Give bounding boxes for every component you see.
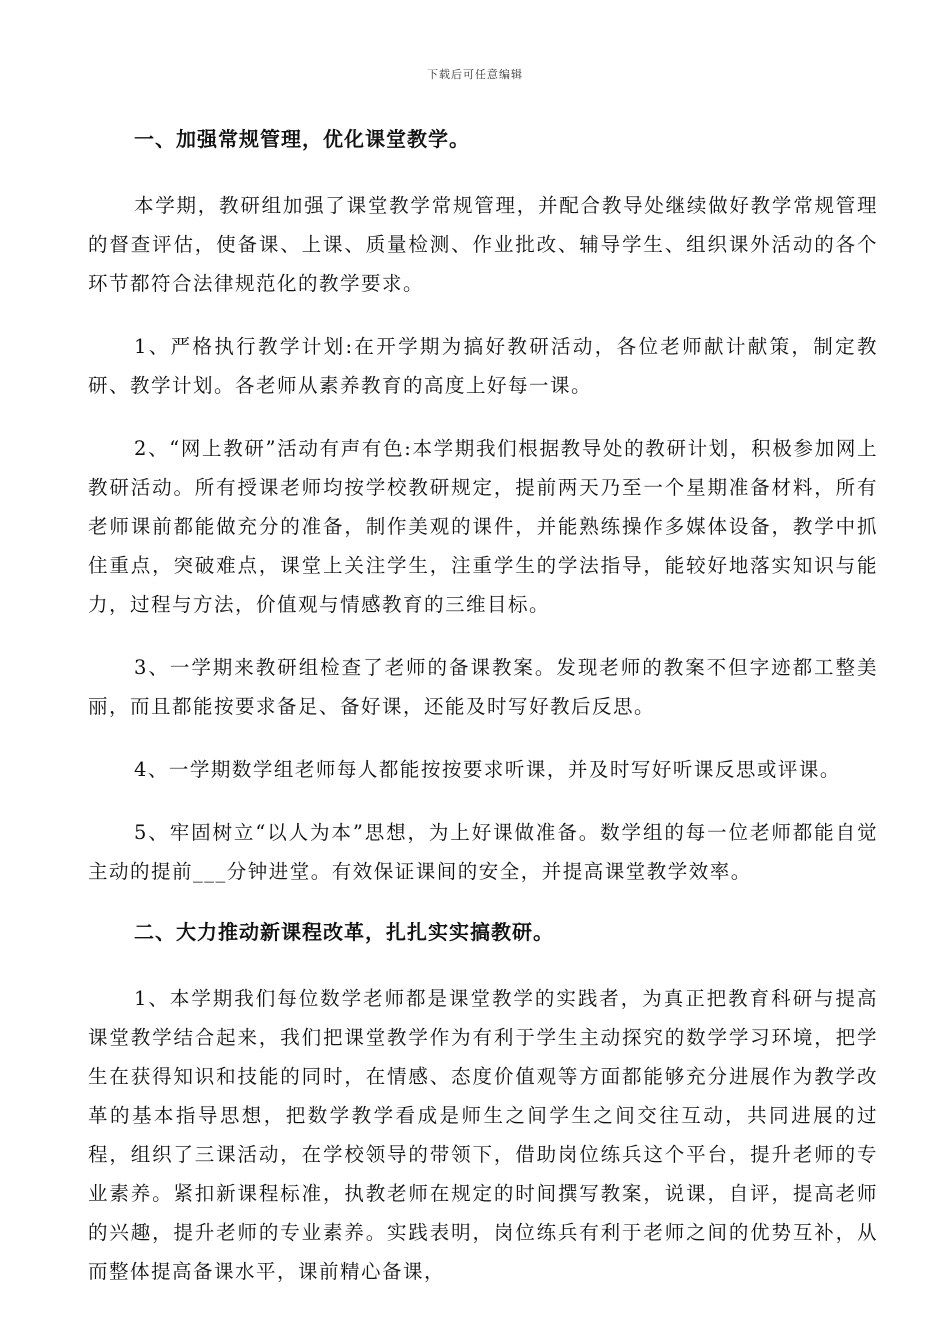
- section-1-item-4: 4、一学期数学组老师每人都能按按要求听课，并及时写好听课反思或评课。: [134, 758, 841, 781]
- section-2-item-1: 1、本学期我们每位数学老师都是课堂教学的实践者，为真正把教育科研与提高课堂教学结合起来，我们把课堂教学作为有利于学生主动探究的数学学习环境，把学生在获得知识和技能的同时，在情感、态度价值观等方面都能够充分进展作为教学改革的基本指导思想，把数学教学看成是师生之间学生之间交往互动，共同进展的过程，组织了三课活动，在学校领导的带领下，借助岗位练兵这个平台，提升老师的专业素养。紧扣新课程标准，执教老师在规定的时间撰写教案，说课，自评，提高老师的兴趣，提升老师的专业素养。实践表明，岗位练兵有利于老师之间的优势互补，从而整体提高备课水平，课前精心备课，: [88, 987, 878, 1283]
- section-1-item-5: 5、牢固树立“以人为本”思想，为上好课做准备。数学组的每一位老师都能自觉主动的提前___分钟进堂。有效保证课间的安全，并提高课堂教学效率。: [88, 821, 878, 883]
- section-2-heading: 二、大力推动新课程改革，扎扎实实搞教研。: [134, 920, 554, 944]
- section-1-item-2: 2、“网上教研”活动有声有色:本学期我们根据教导处的教研计划，积极参加网上教研活动。所有授课老师均按学校教研规定，提前两天乃至一个星期准备材料，所有老师课前都能做充分的准备，制作美观的课件，并能熟练操作多媒体设备，教学中抓住重点，突破难点，课堂上关注学生，注重学生的学法指导，能较好地落实知识与能力，过程与方法，价值观与情感教育的三维目标。: [88, 437, 878, 616]
- header-note: 下载后可任意编辑: [427, 68, 523, 81]
- section-1-heading: 一、加强常规管理，优化课堂教学。: [134, 127, 470, 151]
- section-1-item-3: 3、一学期来教研组检查了老师的备课教案。发现老师的教案不但字迹都工整美丽，而且都能按要求备足、备好课，还能及时写好教后反思。: [88, 656, 878, 718]
- document-body: [88, 122, 878, 1291]
- section-1-item-1: 1、严格执行教学计划:在开学期为搞好教研活动，各位老师献计献策，制定教研、教学计划。各老师从素养教育的高度上好每一课。: [88, 335, 878, 397]
- section-1-intro: 本学期，教研组加强了课堂教学常规管理，并配合教导处继续做好教学常规管理的督查评估，使备课、上课、质量检测、作业批改、辅导学生、组织课外活动的各个环节都符合法律规范化的教学要求。: [88, 194, 878, 295]
